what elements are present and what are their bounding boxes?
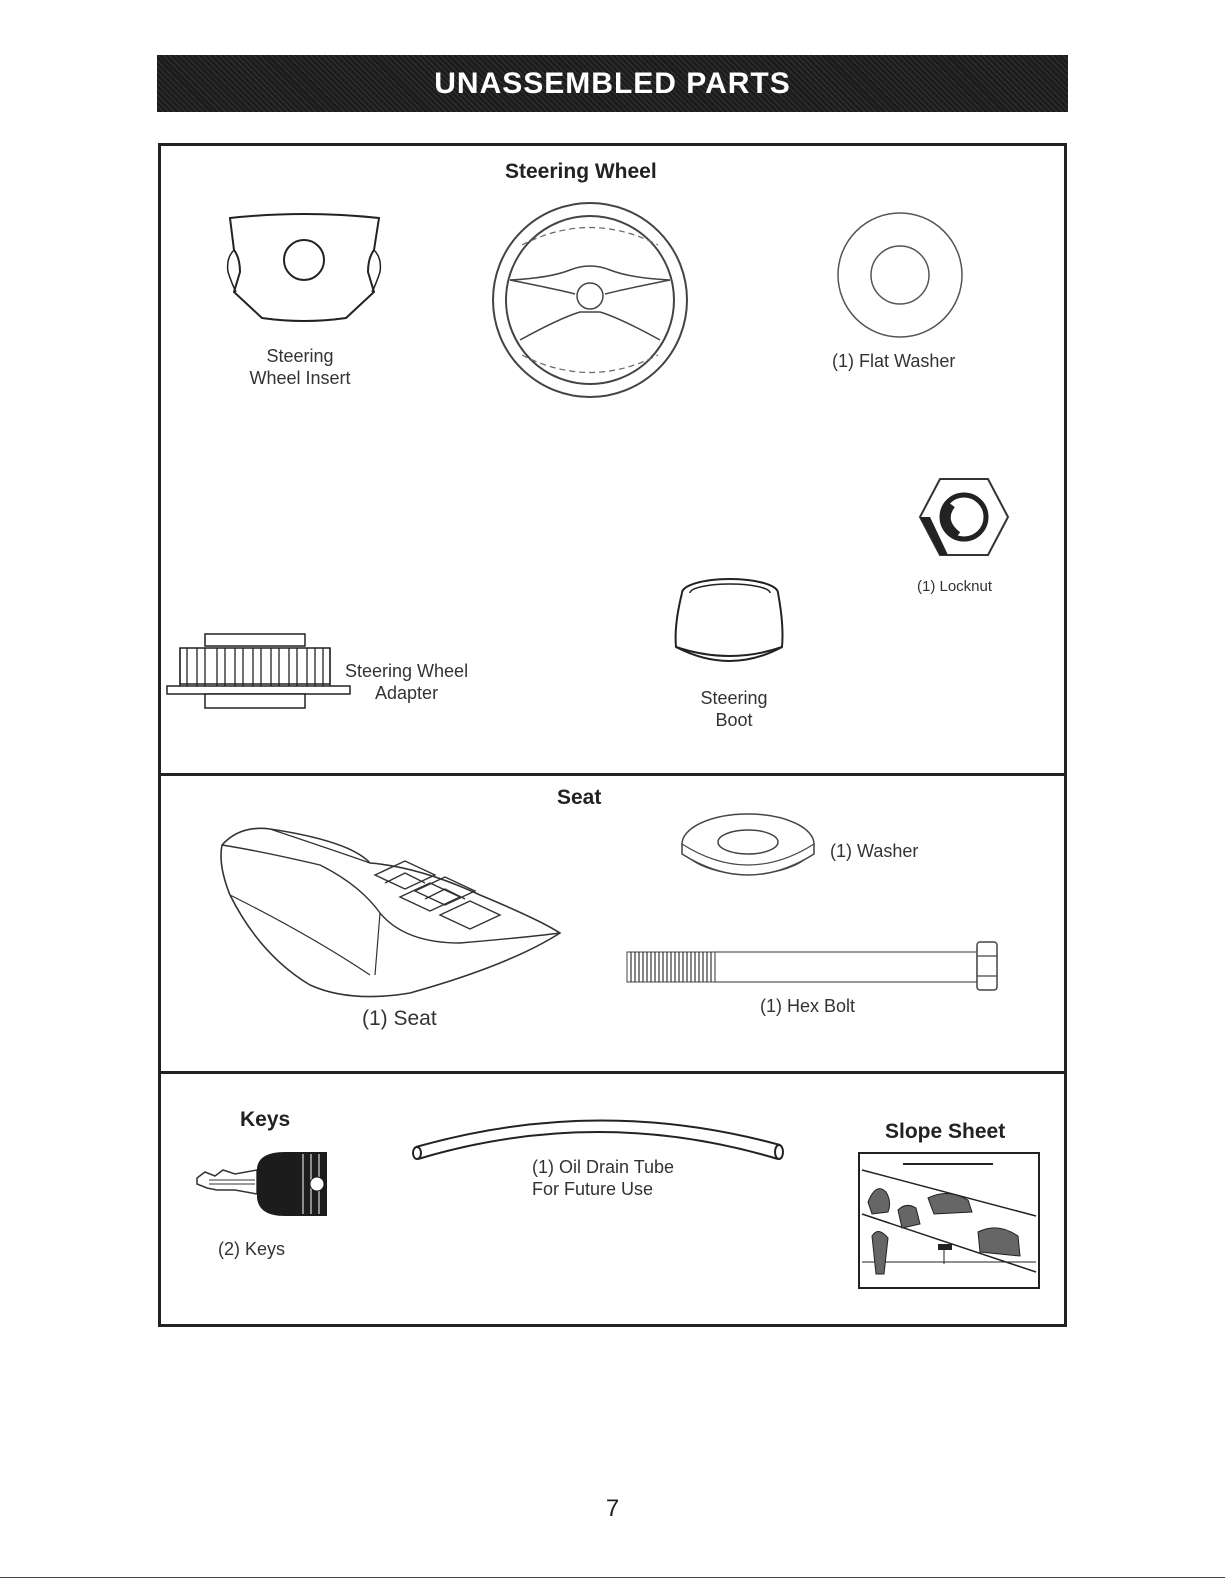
hex-bolt-label: (1) Hex Bolt (760, 996, 856, 1016)
locknut-icon (918, 475, 1012, 561)
slope-sheet-icon (858, 1152, 1040, 1289)
steering-wheel-adapter-icon (165, 632, 355, 742)
steering-boot-icon (670, 575, 790, 670)
flat-washer-icon (835, 210, 965, 340)
washer-icon (678, 812, 818, 888)
steering-wheel-heading: Steering Wheel (505, 160, 657, 183)
page-title-banner (157, 55, 1068, 112)
steering-wheel-insert-label: Steering Wheel Insert (249, 346, 351, 388)
locknut-label: (1) Locknut (917, 578, 993, 595)
seat-icon (210, 825, 570, 1005)
oil-drain-tube-label: (1) Oil Drain Tube For Future Use (532, 1157, 675, 1199)
keys-label: (2) Keys (218, 1239, 286, 1259)
washer-label: (1) Washer (830, 841, 919, 861)
seat-heading: Seat (557, 786, 602, 809)
flat-washer-label: (1) Flat Washer (832, 351, 956, 371)
page-number: 7 (605, 1495, 620, 1522)
steering-boot-label: Steering Boot (700, 688, 768, 730)
keys-heading: Keys (240, 1108, 291, 1131)
seat-label: (1) Seat (362, 1007, 437, 1030)
steering-wheel-icon (490, 200, 690, 400)
steering-wheel-insert-icon (222, 210, 387, 330)
steering-wheel-adapter-label: Steering Wheel Adapter (345, 661, 469, 703)
bottom-rule (0, 1577, 1225, 1578)
page-title: UNASSEMBLED PARTS (434, 66, 791, 100)
hex-bolt-icon (625, 940, 1005, 992)
slope-sheet-heading: Slope Sheet (885, 1120, 1006, 1143)
key-icon (195, 1150, 335, 1220)
